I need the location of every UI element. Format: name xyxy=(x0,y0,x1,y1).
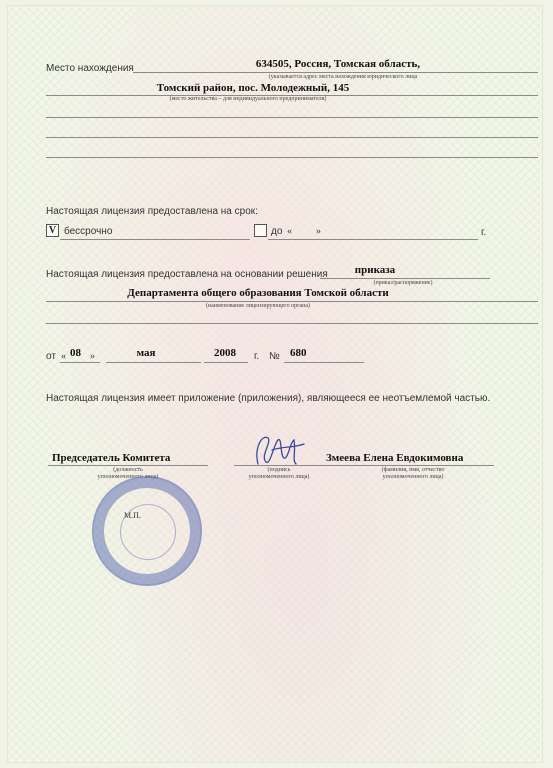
date-year: 2008 xyxy=(214,347,236,359)
official-seal-icon xyxy=(92,476,202,586)
position-caption-2: уполномоченного лица) xyxy=(97,474,159,480)
basis-authority: Департамента общего образования Томской области xyxy=(127,287,389,299)
basis-label: Настоящая лицензия предоставлена на основании решения xyxy=(46,269,328,280)
sign-caption-1: (подпись xyxy=(267,467,291,473)
basis-doc-type: приказа xyxy=(354,264,396,276)
sign-caption-2: уполномоченного лица) xyxy=(248,474,310,480)
license-page xyxy=(8,6,542,762)
date-month: мая xyxy=(136,347,156,359)
until-year-suffix: г. xyxy=(481,227,487,238)
date-from-label: от xyxy=(46,351,56,362)
indefinite-label: бессрочно xyxy=(64,226,113,237)
position-caption-1: (должность xyxy=(113,467,143,473)
signer-name: Змеева Елена Евдокимовна xyxy=(326,452,464,464)
until-quote-open: « xyxy=(287,226,292,237)
until-quote-close: » xyxy=(316,226,321,237)
stamp-mark: М.П. xyxy=(124,511,141,520)
basis-authority-caption: (наименование лицензирующего органа) xyxy=(205,303,311,309)
location-label: Место нахождения xyxy=(46,63,134,74)
name-caption-1: (фамилия, имя, отчество xyxy=(381,467,445,473)
number-sign: № xyxy=(269,351,280,362)
term-label: Настоящая лицензия предоставлена на срок: xyxy=(46,206,258,217)
signer-position: Председатель Комитета xyxy=(52,452,171,464)
until-checkbox xyxy=(254,224,267,237)
basis-doc-type-caption: (приказ/распоряжение) xyxy=(373,280,433,286)
address-line-1: 634505, Россия, Томская область, xyxy=(255,58,421,70)
name-caption-2: уполномоченного лица) xyxy=(382,474,444,480)
address-line-2: Томский район, пос. Молодежный, 145 xyxy=(156,82,350,94)
date-quote-close: » xyxy=(90,351,95,362)
appendix-text: Настоящая лицензия имеет приложение (приложения), являющееся ее неотъемлемой частью. xyxy=(46,393,491,404)
date-day: 08 xyxy=(70,347,81,359)
address-caption-2: (место жительства – для индивидуального предпринимателя) xyxy=(169,96,327,102)
address-caption-1: (указывается адрес места нахождения юридического лица xyxy=(268,74,418,80)
until-label: до xyxy=(271,226,283,237)
date-year-suffix: г. xyxy=(254,351,260,362)
license-number: 680 xyxy=(290,347,307,359)
date-quote-open: « xyxy=(61,351,66,362)
indefinite-checkbox: V xyxy=(46,224,59,237)
